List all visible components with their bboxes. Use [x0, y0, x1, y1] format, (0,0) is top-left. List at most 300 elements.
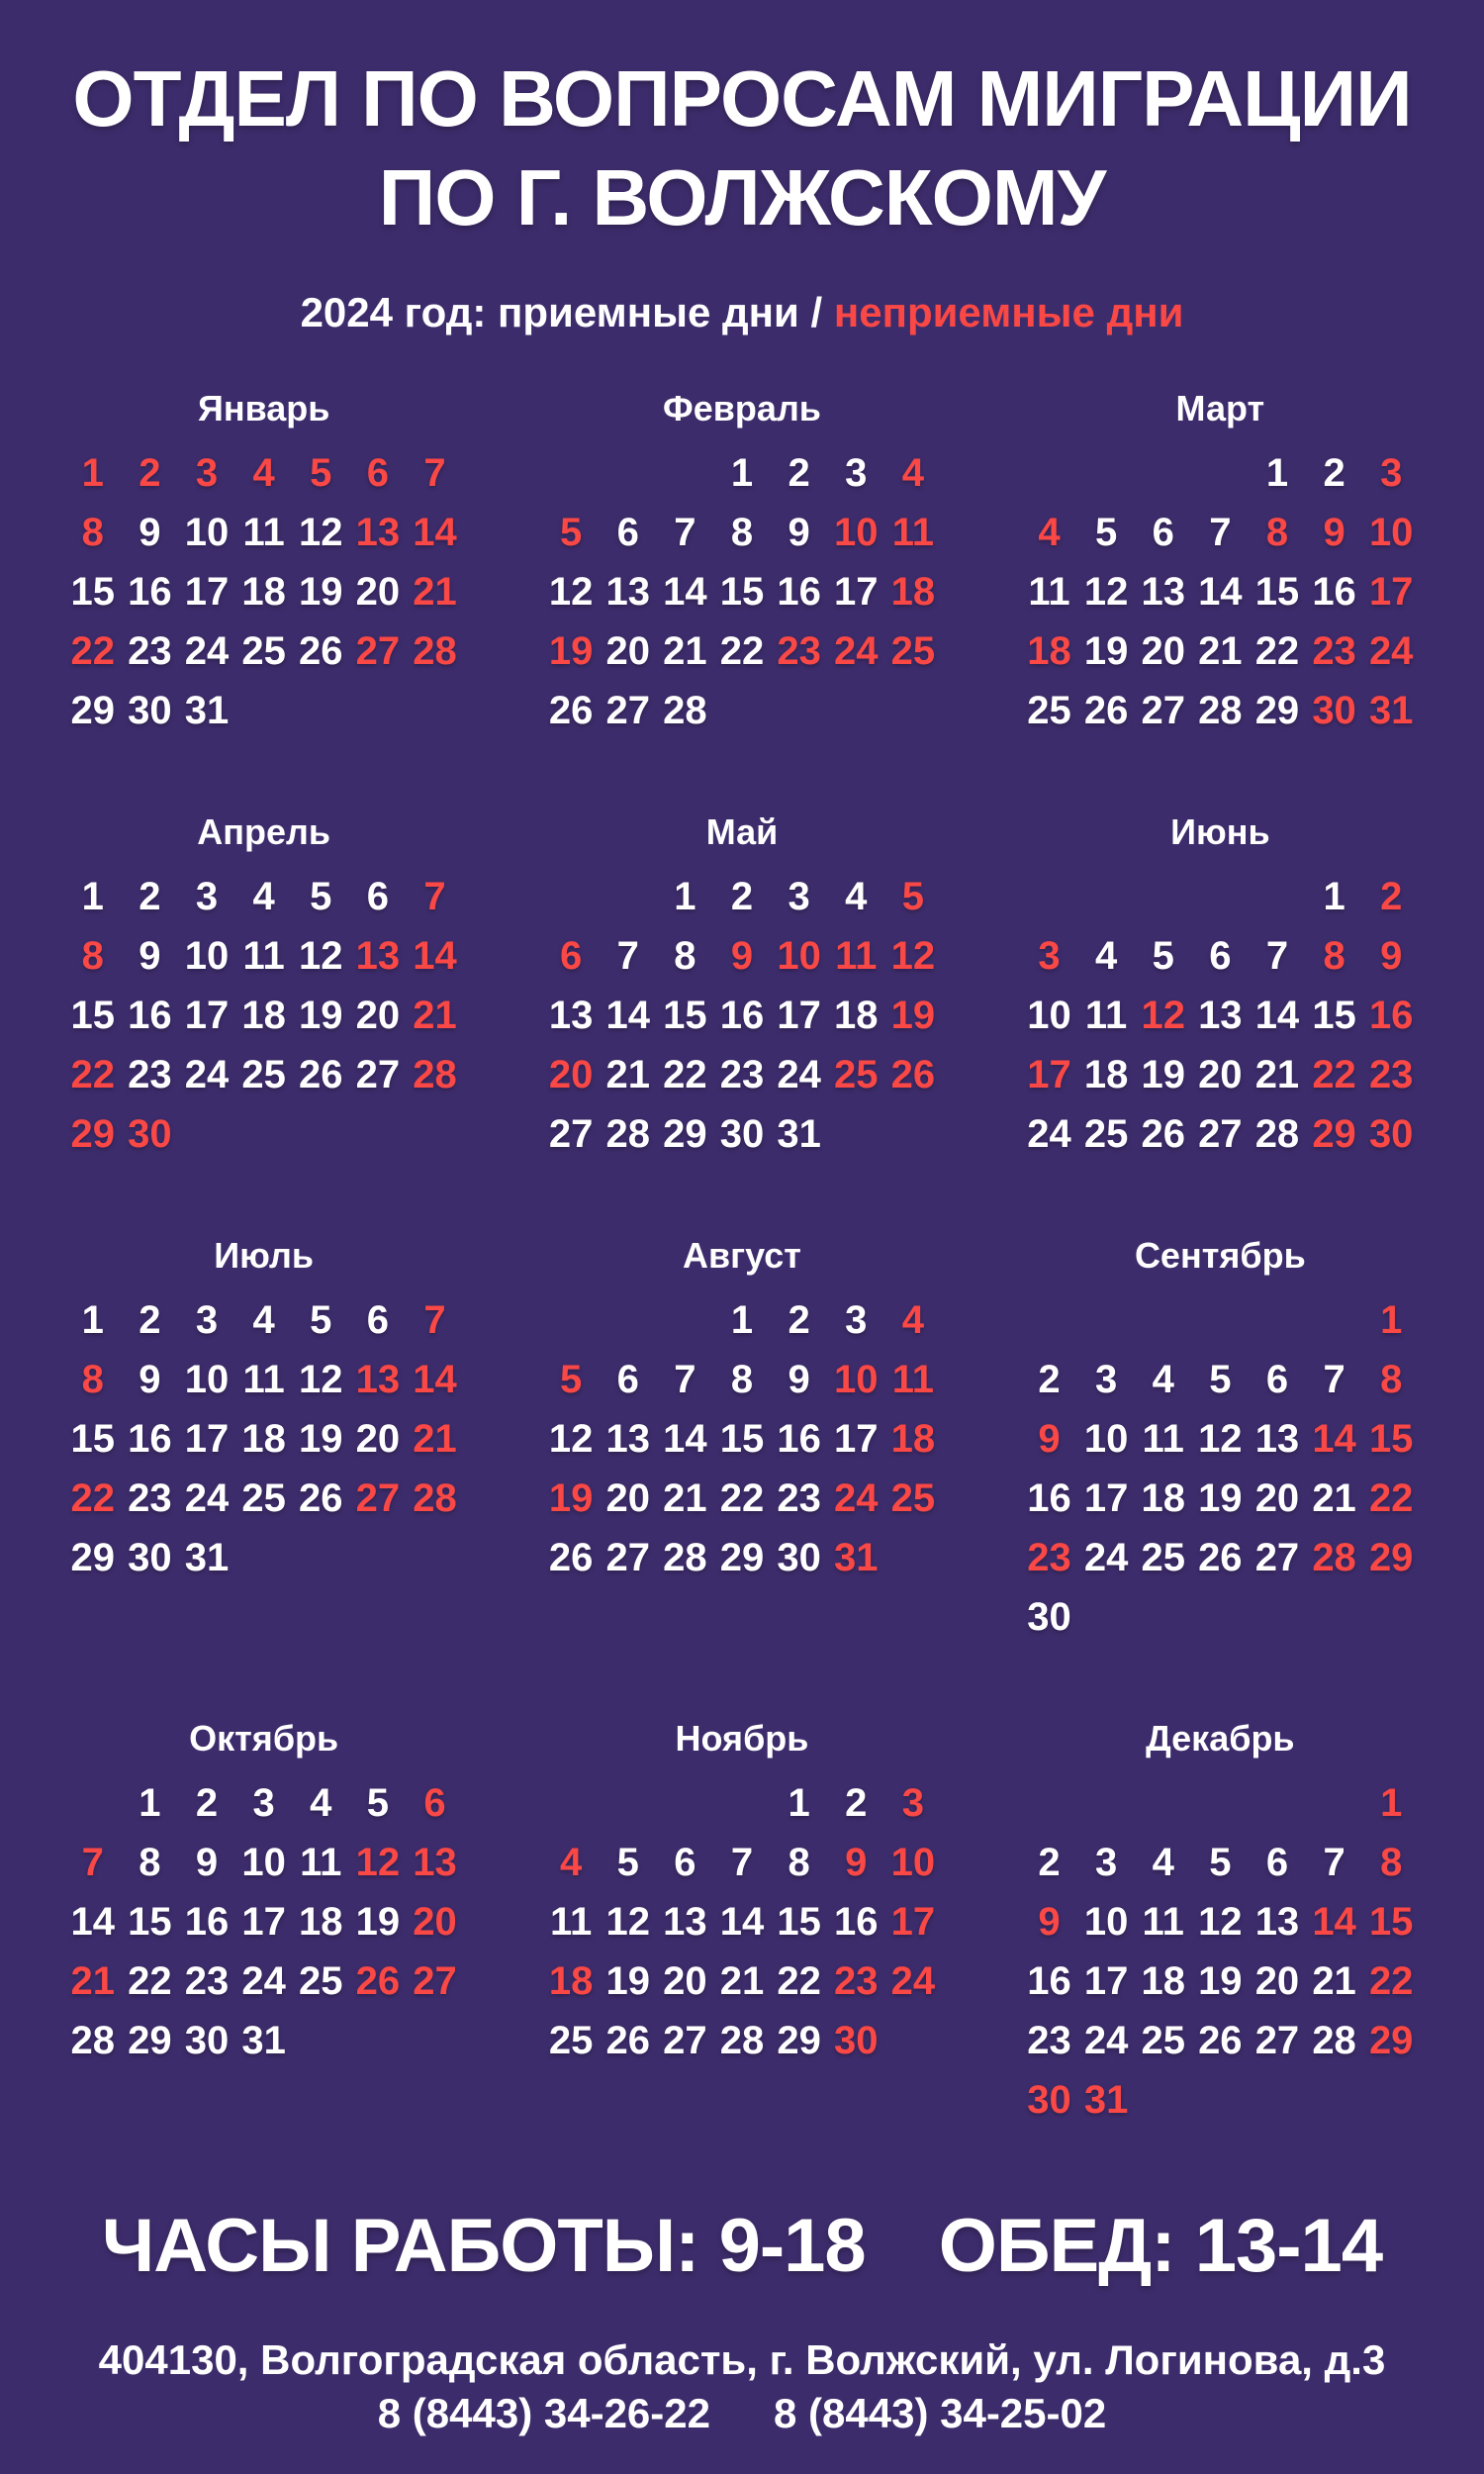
day-cell: 27: [355, 1052, 401, 1096]
day-cell: 1: [1265, 450, 1289, 495]
day-cell: 16: [128, 1416, 172, 1461]
month-title: Декабрь: [1146, 1718, 1295, 1759]
day-cell: 26: [890, 1052, 936, 1096]
day-cell: 26: [605, 2018, 650, 2062]
day-cell: 2: [1038, 1840, 1061, 1884]
day-cell: 28: [663, 1535, 707, 1579]
day-cell: 8: [674, 933, 696, 978]
day-cell: 1: [81, 450, 104, 495]
day-cell: 22: [719, 1475, 765, 1520]
day-cell: 2: [788, 1297, 810, 1342]
empty-cell: [1077, 1773, 1135, 1833]
empty-cell: [542, 1773, 600, 1833]
day-cell: 27: [663, 2018, 707, 2062]
day-cell: 9: [845, 1840, 868, 1884]
day-cell: 22: [1254, 628, 1300, 673]
day-cell: 18: [548, 1958, 594, 2003]
day-cell: 2: [1038, 1357, 1061, 1401]
day-cell: 8: [81, 510, 104, 554]
day-cell: 29: [663, 1111, 707, 1156]
day-cell: 10: [184, 933, 230, 978]
day-cell: 5: [901, 874, 924, 918]
day-cell: 1: [730, 450, 754, 495]
day-cell: 1: [1380, 1297, 1403, 1342]
day-cell: 2: [1323, 450, 1345, 495]
day-cell: 15: [1368, 1416, 1414, 1461]
day-cell: 27: [355, 1475, 401, 1520]
day-cell: 10: [890, 1840, 936, 1884]
day-cell: 10: [1083, 1416, 1129, 1461]
day-cell: 15: [128, 1899, 172, 1944]
day-cell: 13: [355, 510, 401, 554]
empty-cell: [1021, 867, 1078, 926]
day-cell: 13: [663, 1899, 707, 1944]
month-block: [1021, 811, 1420, 1164]
day-cell: 29: [1254, 688, 1300, 732]
empty-cell: [1021, 1773, 1078, 1833]
day-cell: 14: [413, 933, 457, 978]
day-cell: 9: [788, 510, 810, 554]
empty-cell: [542, 867, 600, 926]
day-cell: 31: [184, 688, 230, 732]
day-cell: 21: [1312, 1475, 1356, 1520]
day-cell: 7: [81, 1840, 104, 1884]
phone-numbers: [0, 2390, 1484, 2437]
month-block: [1021, 1718, 1420, 2130]
empty-cell: [1135, 1290, 1192, 1350]
day-cell: 2: [139, 1297, 161, 1342]
day-cell: 13: [413, 1840, 457, 1884]
day-cell: 8: [81, 1357, 104, 1401]
month-days: [542, 1773, 941, 2070]
empty-cell: [1192, 1773, 1250, 1833]
day-cell: 25: [1141, 1535, 1185, 1579]
day-cell: 9: [139, 933, 161, 978]
day-cell: 13: [1198, 993, 1243, 1037]
month-days: [64, 443, 463, 740]
day-cell: 11: [891, 1357, 934, 1401]
day-cell: 11: [549, 1899, 593, 1944]
day-cell: 18: [890, 569, 936, 614]
day-cell: 7: [1323, 1840, 1345, 1884]
day-cell: 2: [1380, 874, 1403, 918]
empty-cell: [600, 443, 657, 503]
month-days: [542, 443, 941, 740]
day-cell: 19: [548, 1475, 594, 1520]
day-cell: 24: [833, 628, 879, 673]
day-cell: 10: [833, 1357, 879, 1401]
phone-2: 8 (8443) 34-25-02: [774, 2390, 1107, 2436]
month-title: Август: [683, 1235, 801, 1276]
day-cell: 17: [241, 1899, 286, 1944]
day-cell: 24: [184, 1052, 230, 1096]
day-cell: 30: [777, 1535, 821, 1579]
day-cell: 29: [70, 1111, 116, 1156]
day-cell: 8: [1380, 1357, 1403, 1401]
month-days: [1021, 1773, 1420, 2130]
day-cell: 19: [299, 569, 343, 614]
day-cell: 15: [719, 1416, 765, 1461]
empty-cell: [1249, 1290, 1306, 1350]
day-cell: 3: [1038, 933, 1061, 978]
empty-cell: [657, 443, 714, 503]
empty-cell: [657, 1290, 714, 1350]
day-cell: 19: [1141, 1052, 1185, 1096]
day-cell: 23: [1368, 1052, 1414, 1096]
empty-cell: [1135, 443, 1192, 503]
day-cell: 18: [1141, 1958, 1185, 2003]
day-cell: 25: [833, 1052, 879, 1096]
address-line: 404130, Волгоградская область, г. Волжский, ул. Логинова, д.3: [98, 2336, 1386, 2383]
day-cell: 1: [1323, 874, 1345, 918]
day-cell: 11: [891, 510, 934, 554]
day-cell: 16: [777, 1416, 821, 1461]
day-cell: 8: [1323, 933, 1345, 978]
day-cell: 3: [788, 874, 810, 918]
title-line-2: ПО Г. ВОЛЖСКОМУ: [378, 153, 1106, 241]
day-cell: 2: [730, 874, 754, 918]
month-block: [542, 388, 941, 740]
day-cell: 17: [184, 569, 230, 614]
day-cell: 9: [1038, 1416, 1061, 1461]
day-cell: 20: [1141, 628, 1185, 673]
day-cell: 21: [1254, 1052, 1300, 1096]
calendar-grid: [64, 388, 1420, 2130]
day-cell: 2: [845, 1780, 868, 1825]
day-cell: 21: [719, 1958, 765, 2003]
day-cell: 16: [1027, 1958, 1071, 2003]
empty-cell: [542, 443, 600, 503]
day-cell: 29: [1368, 2018, 1414, 2062]
day-cell: 29: [719, 1535, 765, 1579]
day-cell: 15: [1368, 1899, 1414, 1944]
day-cell: 16: [1027, 1475, 1071, 1520]
day-cell: 26: [1198, 2018, 1243, 2062]
day-cell: 31: [1083, 2077, 1129, 2122]
day-cell: 26: [299, 1475, 343, 1520]
day-cell: 19: [1198, 1475, 1243, 1520]
day-cell: 30: [128, 1535, 172, 1579]
day-cell: 17: [833, 569, 879, 614]
month-title: Май: [705, 811, 779, 852]
day-cell: 4: [1038, 510, 1061, 554]
day-cell: 28: [413, 1052, 457, 1096]
day-cell: 4: [252, 1297, 275, 1342]
day-cell: 12: [299, 510, 343, 554]
day-cell: 14: [605, 993, 650, 1037]
empty-cell: [1249, 867, 1306, 926]
empty-cell: [713, 1773, 771, 1833]
day-cell: 19: [605, 1958, 650, 2003]
day-cell: 2: [195, 1780, 219, 1825]
month-title: Июль: [214, 1235, 315, 1276]
empty-cell: [64, 1773, 122, 1833]
day-cell: 18: [890, 1416, 936, 1461]
day-cell: 12: [605, 1899, 650, 1944]
day-cell: 3: [195, 874, 219, 918]
day-cell: 28: [413, 1475, 457, 1520]
day-cell: 15: [70, 993, 116, 1037]
day-cell: 28: [605, 1111, 650, 1156]
day-cell: 17: [777, 993, 821, 1037]
day-cell: 6: [1265, 1357, 1289, 1401]
day-cell: 15: [70, 1416, 116, 1461]
day-cell: 24: [184, 1475, 230, 1520]
day-cell: 11: [1142, 1416, 1184, 1461]
day-cell: 24: [241, 1958, 286, 2003]
day-cell: 27: [605, 688, 650, 732]
day-cell: 27: [1198, 1111, 1243, 1156]
day-cell: 26: [1198, 1535, 1243, 1579]
day-cell: 1: [674, 874, 696, 918]
day-cell: 4: [310, 1780, 332, 1825]
day-cell: 1: [81, 874, 104, 918]
day-cell: 19: [299, 993, 343, 1037]
day-cell: 29: [128, 2018, 172, 2062]
day-cell: 21: [1198, 628, 1243, 673]
day-cell: 24: [777, 1052, 821, 1096]
day-cell: 6: [1152, 510, 1174, 554]
day-cell: 12: [1141, 993, 1185, 1037]
day-cell: 24: [1368, 628, 1414, 673]
empty-cell: [1135, 1773, 1192, 1833]
day-cell: 27: [355, 628, 401, 673]
day-cell: 7: [616, 933, 639, 978]
day-cell: 13: [605, 1416, 650, 1461]
day-cell: 6: [674, 1840, 696, 1884]
month-days: [1021, 1290, 1420, 1647]
day-cell: 10: [833, 510, 879, 554]
day-cell: 25: [890, 1475, 936, 1520]
day-cell: 24: [833, 1475, 879, 1520]
day-cell: 15: [1312, 993, 1356, 1037]
day-cell: 10: [184, 510, 230, 554]
day-cell: 4: [901, 1297, 924, 1342]
day-cell: 21: [413, 993, 457, 1037]
empty-cell: [1021, 1290, 1078, 1350]
day-cell: 26: [355, 1958, 401, 2003]
day-cell: 11: [300, 1840, 342, 1884]
day-cell: 4: [252, 874, 275, 918]
day-cell: 21: [663, 628, 707, 673]
day-cell: 28: [663, 688, 707, 732]
day-cell: 14: [1198, 569, 1243, 614]
day-cell: 9: [195, 1840, 219, 1884]
day-cell: 21: [663, 1475, 707, 1520]
empty-cell: [600, 1290, 657, 1350]
day-cell: 21: [413, 569, 457, 614]
day-cell: 23: [833, 1958, 879, 2003]
footer: [0, 2203, 1484, 2437]
day-cell: 14: [1312, 1416, 1356, 1461]
day-cell: 12: [890, 933, 936, 978]
day-cell: 3: [195, 1297, 219, 1342]
day-cell: 3: [195, 450, 219, 495]
day-cell: 1: [1380, 1780, 1403, 1825]
month-block: [1021, 1235, 1420, 1647]
day-cell: 28: [719, 2018, 765, 2062]
subtitle: [0, 289, 1484, 336]
day-cell: 27: [605, 1535, 650, 1579]
day-cell: 18: [1027, 628, 1071, 673]
day-cell: 30: [1368, 1111, 1414, 1156]
day-cell: 14: [663, 1416, 707, 1461]
day-cell: 30: [128, 1111, 172, 1156]
day-cell: 25: [241, 1052, 286, 1096]
day-cell: 18: [1083, 1052, 1129, 1096]
empty-cell: [1192, 867, 1250, 926]
day-cell: 22: [128, 1958, 172, 2003]
day-cell: 6: [366, 1297, 390, 1342]
day-cell: 27: [1254, 1535, 1300, 1579]
day-cell: 13: [605, 569, 650, 614]
month-days: [64, 1773, 463, 2070]
day-cell: 19: [299, 1416, 343, 1461]
day-cell: 24: [1083, 2018, 1129, 2062]
day-cell: 4: [252, 450, 275, 495]
day-cell: 11: [242, 510, 285, 554]
empty-cell: [1192, 1290, 1250, 1350]
day-cell: 11: [1084, 993, 1128, 1037]
day-cell: 3: [845, 1297, 868, 1342]
day-cell: 7: [423, 1297, 446, 1342]
day-cell: 19: [890, 993, 936, 1037]
day-cell: 26: [548, 688, 594, 732]
day-cell: 7: [1209, 510, 1232, 554]
day-cell: 14: [1254, 993, 1300, 1037]
month-block: [64, 1235, 463, 1647]
day-cell: 18: [241, 993, 286, 1037]
day-cell: 20: [1254, 1958, 1300, 2003]
day-cell: 22: [70, 1475, 116, 1520]
day-cell: 24: [1083, 1535, 1129, 1579]
day-cell: 5: [366, 1780, 390, 1825]
day-cell: 22: [663, 1052, 707, 1096]
day-cell: 26: [548, 1535, 594, 1579]
day-cell: 1: [730, 1297, 754, 1342]
day-cell: 9: [1380, 933, 1403, 978]
day-cell: 13: [1254, 1899, 1300, 1944]
day-cell: 23: [1027, 2018, 1071, 2062]
day-cell: 4: [1152, 1357, 1174, 1401]
day-cell: 27: [548, 1111, 594, 1156]
day-cell: 29: [70, 688, 116, 732]
day-cell: 7: [1265, 933, 1289, 978]
day-cell: 14: [1312, 1899, 1356, 1944]
day-cell: 19: [548, 628, 594, 673]
day-cell: 9: [1323, 510, 1345, 554]
day-cell: 12: [548, 569, 594, 614]
empty-cell: [657, 1773, 714, 1833]
day-cell: 15: [663, 993, 707, 1037]
month-block: [542, 811, 941, 1164]
day-cell: 22: [1368, 1475, 1414, 1520]
day-cell: 12: [1198, 1899, 1243, 1944]
day-cell: 6: [366, 874, 390, 918]
day-cell: 20: [355, 993, 401, 1037]
day-cell: 15: [777, 1899, 821, 1944]
day-cell: 20: [355, 569, 401, 614]
day-cell: 15: [70, 569, 116, 614]
day-cell: 16: [833, 1899, 879, 1944]
day-cell: 2: [139, 450, 161, 495]
day-cell: 26: [1141, 1111, 1185, 1156]
day-cell: 28: [1312, 2018, 1356, 2062]
month-title: Сентябрь: [1134, 1235, 1306, 1276]
day-cell: 24: [184, 628, 230, 673]
day-cell: 14: [70, 1899, 116, 1944]
day-cell: 3: [901, 1780, 924, 1825]
day-cell: 31: [777, 1111, 821, 1156]
day-cell: 12: [355, 1840, 401, 1884]
day-cell: 12: [548, 1416, 594, 1461]
month-days: [1021, 443, 1420, 740]
day-cell: 4: [845, 874, 868, 918]
day-cell: 22: [719, 628, 765, 673]
day-cell: 13: [355, 933, 401, 978]
day-cell: 19: [1198, 1958, 1243, 2003]
day-cell: 13: [355, 1357, 401, 1401]
day-cell: 16: [128, 993, 172, 1037]
day-cell: 19: [1083, 628, 1129, 673]
day-cell: 27: [1254, 2018, 1300, 2062]
day-cell: 26: [1083, 688, 1129, 732]
empty-cell: [1077, 443, 1135, 503]
day-cell: 22: [1312, 1052, 1356, 1096]
month-block: [64, 811, 463, 1164]
day-cell: 6: [1265, 1840, 1289, 1884]
day-cell: 2: [139, 874, 161, 918]
day-cell: 10: [1368, 510, 1414, 554]
day-cell: 20: [663, 1958, 707, 2003]
day-cell: 3: [1380, 450, 1403, 495]
day-cell: 30: [184, 2018, 230, 2062]
day-cell: 27: [1141, 688, 1185, 732]
day-cell: 5: [1209, 1840, 1232, 1884]
day-cell: 16: [184, 1899, 230, 1944]
month-title: Апрель: [197, 811, 331, 852]
empty-cell: [1021, 443, 1078, 503]
month-days: [542, 1290, 941, 1587]
day-cell: 23: [1027, 1535, 1071, 1579]
day-cell: 30: [1027, 2077, 1071, 2122]
day-cell: 13: [548, 993, 594, 1037]
hours-label: ЧАСЫ РАБОТЫ: 9-18: [101, 2204, 866, 2288]
day-cell: 9: [730, 933, 754, 978]
day-cell: 5: [1209, 1357, 1232, 1401]
day-cell: 25: [241, 628, 286, 673]
day-cell: 16: [1312, 569, 1356, 614]
day-cell: 14: [413, 1357, 457, 1401]
month-block: [1021, 388, 1420, 740]
empty-cell: [1306, 1290, 1363, 1350]
month-block: [64, 388, 463, 740]
month-block: [64, 1718, 463, 2130]
day-cell: 23: [777, 628, 821, 673]
month-title: Март: [1175, 388, 1265, 428]
day-cell: 18: [833, 993, 879, 1037]
day-cell: 17: [1083, 1475, 1129, 1520]
day-cell: 23: [128, 1052, 172, 1096]
day-cell: 5: [310, 874, 332, 918]
working-hours: [0, 2203, 1484, 2289]
lunch-label: ОБЕД: 13-14: [938, 2204, 1383, 2288]
day-cell: 11: [1028, 569, 1070, 614]
day-cell: 17: [184, 1416, 230, 1461]
day-cell: 23: [184, 1958, 230, 2003]
day-cell: 29: [777, 2018, 821, 2062]
day-cell: 6: [1209, 933, 1232, 978]
